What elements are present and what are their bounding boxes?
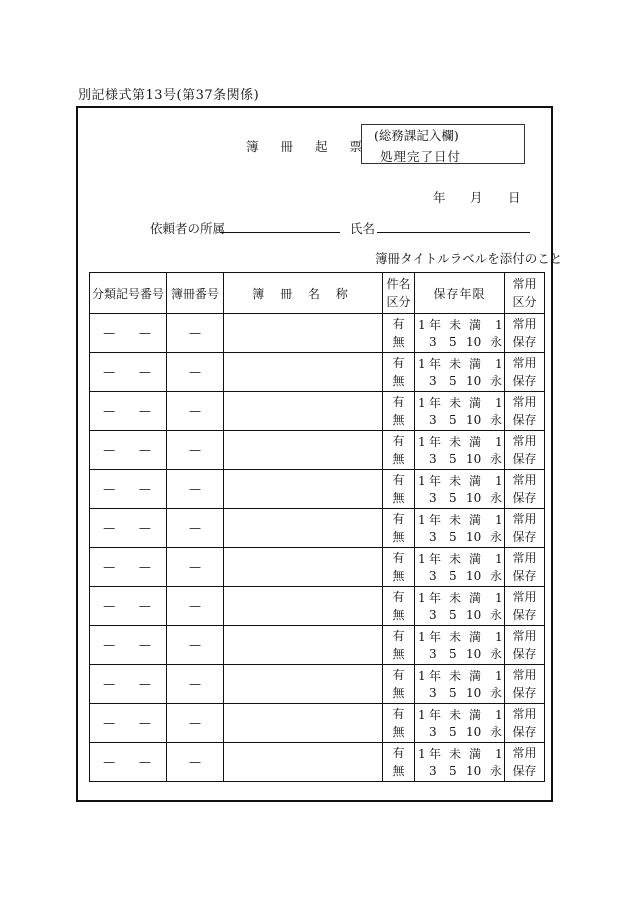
table-row [90, 587, 545, 626]
ledger-name-cell[interactable] [224, 665, 383, 704]
permanent-keep[interactable]: 保存 [512, 530, 537, 544]
requester-affiliation-label: 依頼者の所属 [150, 221, 226, 236]
term-1-year-num[interactable]: 1 [418, 591, 426, 605]
ledger-name-cell[interactable] [224, 470, 383, 509]
term-1b-num[interactable]: 1 [495, 552, 503, 566]
term-full-char: 満 [469, 435, 482, 449]
retention-period-cell[interactable] [415, 626, 505, 665]
item-division-cell[interactable] [383, 509, 415, 548]
term-permanent-char[interactable]: 永 [490, 608, 503, 622]
ledger-no-cell[interactable] [167, 665, 224, 704]
ledger-no-placeholder: — [189, 326, 201, 340]
term-10-num[interactable]: 10 [466, 608, 482, 622]
term-3-num[interactable]: 3 [429, 335, 437, 349]
term-year-char: 年 [429, 747, 442, 761]
item-division-no[interactable]: 無 [392, 452, 405, 466]
term-1b-num[interactable]: 1 [495, 474, 503, 488]
term-10-num[interactable]: 10 [466, 725, 482, 739]
header-permanent-division [505, 273, 545, 314]
term-3-num[interactable]: 3 [429, 764, 437, 778]
stamp-box-heading: (総務課記入欄) [374, 128, 459, 143]
ledger-no-cell[interactable] [167, 509, 224, 548]
permanent-keep[interactable]: 保存 [512, 647, 537, 661]
classification-no-cell[interactable] [90, 509, 167, 548]
term-1b-num[interactable]: 1 [495, 513, 503, 527]
term-year-char: 年 [429, 357, 442, 371]
item-division-cell[interactable] [383, 626, 415, 665]
term-5-num[interactable]: 5 [449, 764, 457, 778]
term-year-char: 年 [429, 552, 442, 566]
item-division-no[interactable]: 無 [392, 647, 405, 661]
term-1b-num[interactable]: 1 [495, 708, 503, 722]
permanent-regular[interactable]: 常用 [512, 707, 537, 721]
table-row [90, 665, 545, 704]
term-10-num[interactable]: 10 [466, 452, 482, 466]
ledger-no-placeholder: — [189, 365, 201, 379]
permanent-division-cell[interactable] [505, 548, 545, 587]
term-permanent-char[interactable]: 永 [490, 530, 503, 544]
item-division-yes[interactable]: 有 [392, 473, 405, 487]
item-division-no[interactable]: 無 [392, 725, 405, 739]
term-1b-num[interactable]: 1 [495, 318, 503, 332]
term-permanent-char[interactable]: 永 [490, 725, 503, 739]
term-permanent-char[interactable]: 永 [490, 764, 503, 778]
table-row [90, 509, 545, 548]
ledger-no-cell[interactable] [167, 392, 224, 431]
ledger-no-cell[interactable] [167, 548, 224, 587]
ledger-no-placeholder: — [189, 677, 201, 691]
term-under-char[interactable]: 未 [449, 630, 462, 644]
term-under-char[interactable]: 未 [449, 474, 462, 488]
permanent-regular[interactable]: 常用 [512, 629, 537, 643]
term-year-char: 年 [429, 708, 442, 722]
retention-period-cell[interactable] [415, 509, 505, 548]
term-10-num[interactable]: 10 [466, 491, 482, 505]
classification-no-placeholder: — — [103, 716, 161, 730]
classification-no-placeholder: — — [103, 482, 161, 496]
permanent-keep[interactable]: 保存 [512, 413, 537, 427]
table-row [90, 431, 545, 470]
ledger-table [89, 272, 545, 782]
header-ledger-name: 簿 冊 名 称 [224, 273, 383, 314]
term-full-char: 満 [469, 474, 482, 488]
permanent-regular[interactable]: 常用 [512, 473, 537, 487]
term-1-year-num[interactable]: 1 [418, 318, 426, 332]
item-division-yes[interactable]: 有 [392, 707, 405, 721]
item-division-yes[interactable]: 有 [392, 434, 405, 448]
ledger-no-cell[interactable] [167, 587, 224, 626]
attachment-note: 簿冊タイトルラベルを添付のこと [375, 251, 563, 266]
ledger-no-cell[interactable] [167, 704, 224, 743]
term-under-char[interactable]: 未 [449, 591, 462, 605]
term-under-char[interactable]: 未 [449, 747, 462, 761]
header-permanent-division-line2: 区分 [512, 295, 537, 309]
ledger-table-header [90, 273, 545, 314]
ledger-no-cell[interactable] [167, 353, 224, 392]
term-full-char: 満 [469, 747, 482, 761]
form-caption: 別記様式第13号(第37条関係) [78, 88, 260, 103]
term-10-num[interactable]: 10 [466, 764, 482, 778]
ledger-name-cell[interactable] [224, 353, 383, 392]
permanent-keep[interactable]: 保存 [512, 491, 537, 505]
term-year-char: 年 [429, 591, 442, 605]
ledger-no-cell[interactable] [167, 470, 224, 509]
permanent-division-cell[interactable] [505, 509, 545, 548]
classification-no-cell[interactable] [90, 314, 167, 353]
ledger-no-cell[interactable] [167, 314, 224, 353]
term-permanent-char[interactable]: 永 [490, 413, 503, 427]
permanent-regular[interactable]: 常用 [512, 668, 537, 682]
stamp-box-label: 処理完了日付 [380, 149, 462, 164]
term-3-num[interactable]: 3 [429, 413, 437, 427]
ledger-no-cell[interactable] [167, 743, 224, 782]
term-1b-num[interactable]: 1 [495, 435, 503, 449]
classification-no-cell[interactable] [90, 704, 167, 743]
classification-no-placeholder: — — [103, 326, 161, 340]
item-division-yes[interactable]: 有 [392, 512, 405, 526]
term-3-num[interactable]: 3 [429, 491, 437, 505]
ledger-no-placeholder: — [189, 560, 201, 574]
item-division-cell[interactable] [383, 353, 415, 392]
ledger-no-placeholder: — [189, 482, 201, 496]
ledger-name-cell[interactable] [224, 548, 383, 587]
term-full-char: 満 [469, 591, 482, 605]
ledger-name-cell[interactable] [224, 626, 383, 665]
term-1-year-num[interactable]: 1 [418, 747, 426, 761]
term-1-year-num[interactable]: 1 [418, 630, 426, 644]
term-permanent-char[interactable]: 永 [490, 686, 503, 700]
ledger-no-placeholder: — [189, 716, 201, 730]
header-retention-period: 保存年限 [415, 273, 505, 314]
term-1-year-num[interactable]: 1 [418, 708, 426, 722]
ledger-name-cell[interactable] [224, 509, 383, 548]
header-classification-no: 分類記号番号 [90, 273, 167, 314]
term-5-num[interactable]: 5 [449, 413, 457, 427]
permanent-keep[interactable]: 保存 [512, 608, 537, 622]
term-1-year-num[interactable]: 1 [418, 474, 426, 488]
permanent-keep[interactable]: 保存 [512, 725, 537, 739]
table-row [90, 470, 545, 509]
term-10-num[interactable]: 10 [466, 569, 482, 583]
term-1-year-num[interactable]: 1 [418, 396, 426, 410]
term-1-year-num[interactable]: 1 [418, 513, 426, 527]
classification-no-cell[interactable] [90, 353, 167, 392]
classification-no-placeholder: — — [103, 521, 161, 535]
retention-period-cell[interactable] [415, 431, 505, 470]
term-under-char[interactable]: 未 [449, 318, 462, 332]
term-under-char[interactable]: 未 [449, 552, 462, 566]
term-5-num[interactable]: 5 [449, 335, 457, 349]
term-full-char: 満 [469, 357, 482, 371]
classification-no-cell[interactable] [90, 626, 167, 665]
date-month-label: 月 [470, 190, 483, 205]
term-year-char: 年 [429, 318, 442, 332]
requester-name-field[interactable] [377, 232, 530, 233]
header-item-division-line2: 区分 [386, 295, 411, 309]
table-row [90, 392, 545, 431]
permanent-regular[interactable]: 常用 [512, 512, 537, 526]
term-under-char[interactable]: 未 [449, 396, 462, 410]
permanent-keep[interactable]: 保存 [512, 452, 537, 466]
classification-no-cell[interactable] [90, 587, 167, 626]
permanent-keep[interactable]: 保存 [512, 335, 537, 349]
classification-no-placeholder: — — [103, 443, 161, 457]
term-5-num[interactable]: 5 [449, 491, 457, 505]
header-permanent-division-line1: 常用 [512, 277, 537, 291]
item-division-cell[interactable] [383, 548, 415, 587]
classification-no-cell[interactable] [90, 548, 167, 587]
term-1b-num[interactable]: 1 [495, 396, 503, 410]
term-10-num[interactable]: 10 [466, 647, 482, 661]
ledger-no-placeholder: — [189, 638, 201, 652]
item-division-yes[interactable]: 有 [392, 746, 405, 760]
permanent-regular[interactable]: 常用 [512, 356, 537, 370]
ledger-no-placeholder: — [189, 521, 201, 535]
item-division-cell[interactable] [383, 470, 415, 509]
item-division-no[interactable]: 無 [392, 686, 405, 700]
retention-period-cell[interactable] [415, 743, 505, 782]
term-under-char[interactable]: 未 [449, 435, 462, 449]
ledger-name-cell[interactable] [224, 392, 383, 431]
item-division-no[interactable]: 無 [392, 413, 405, 427]
term-year-char: 年 [429, 396, 442, 410]
item-division-cell[interactable] [383, 665, 415, 704]
term-permanent-char[interactable]: 永 [490, 335, 503, 349]
term-3-num[interactable]: 3 [429, 374, 437, 388]
permanent-regular[interactable]: 常用 [512, 590, 537, 604]
permanent-division-cell[interactable] [505, 431, 545, 470]
term-3-num[interactable]: 3 [429, 686, 437, 700]
header-item-division-line1: 件名 [386, 277, 411, 291]
term-1b-num[interactable]: 1 [495, 630, 503, 644]
term-permanent-char[interactable]: 永 [490, 491, 503, 505]
permanent-regular[interactable]: 常用 [512, 434, 537, 448]
classification-no-placeholder: — — [103, 638, 161, 652]
ledger-no-cell[interactable] [167, 626, 224, 665]
item-division-yes[interactable]: 有 [392, 629, 405, 643]
permanent-regular[interactable]: 常用 [512, 746, 537, 760]
permanent-division-cell[interactable] [505, 704, 545, 743]
permanent-division-cell[interactable] [505, 314, 545, 353]
term-year-char: 年 [429, 474, 442, 488]
permanent-keep[interactable]: 保存 [512, 686, 537, 700]
date-day-label: 日 [508, 190, 521, 205]
ledger-name-cell[interactable] [224, 587, 383, 626]
retention-period-cell[interactable] [415, 353, 505, 392]
ledger-name-cell[interactable] [224, 704, 383, 743]
item-division-cell[interactable] [383, 392, 415, 431]
term-10-num[interactable]: 10 [466, 335, 482, 349]
term-under-char[interactable]: 未 [449, 708, 462, 722]
term-1b-num[interactable]: 1 [495, 747, 503, 761]
ledger-no-placeholder: — [189, 599, 201, 613]
term-10-num[interactable]: 10 [466, 374, 482, 388]
term-5-num[interactable]: 5 [449, 452, 457, 466]
permanent-regular[interactable]: 常用 [512, 317, 537, 331]
term-year-char: 年 [429, 630, 442, 644]
item-division-yes[interactable]: 有 [392, 551, 405, 565]
term-under-char[interactable]: 未 [449, 513, 462, 527]
permanent-regular[interactable]: 常用 [512, 551, 537, 565]
permanent-division-cell[interactable] [505, 743, 545, 782]
ledger-no-placeholder: — [189, 755, 201, 769]
permanent-keep[interactable]: 保存 [512, 374, 537, 388]
classification-no-cell[interactable] [90, 743, 167, 782]
ledger-no-placeholder: — [189, 404, 201, 418]
term-1b-num[interactable]: 1 [495, 357, 503, 371]
term-5-num[interactable]: 5 [449, 725, 457, 739]
term-1-year-num[interactable]: 1 [418, 357, 426, 371]
ledger-name-cell[interactable] [224, 431, 383, 470]
permanent-division-cell[interactable] [505, 353, 545, 392]
classification-no-cell[interactable] [90, 431, 167, 470]
item-division-yes[interactable]: 有 [392, 668, 405, 682]
term-full-char: 満 [469, 708, 482, 722]
requester-affiliation-field[interactable] [220, 232, 340, 233]
term-5-num[interactable]: 5 [449, 530, 457, 544]
table-row [90, 314, 545, 353]
term-3-num[interactable]: 3 [429, 569, 437, 583]
table-row [90, 743, 545, 782]
term-5-num[interactable]: 5 [449, 647, 457, 661]
classification-no-placeholder: — — [103, 599, 161, 613]
item-division-yes[interactable]: 有 [392, 317, 405, 331]
term-year-char: 年 [429, 513, 442, 527]
term-3-num[interactable]: 3 [429, 530, 437, 544]
item-division-cell[interactable] [383, 743, 415, 782]
term-full-char: 満 [469, 630, 482, 644]
permanent-division-cell[interactable] [505, 587, 545, 626]
classification-no-placeholder: — — [103, 365, 161, 379]
term-3-num[interactable]: 3 [429, 725, 437, 739]
permanent-division-cell[interactable] [505, 665, 545, 704]
term-full-char: 満 [469, 318, 482, 332]
form-title: 簿 冊 起 票 [246, 139, 371, 154]
term-10-num[interactable]: 10 [466, 686, 482, 700]
ledger-name-cell[interactable] [224, 743, 383, 782]
item-division-cell[interactable] [383, 587, 415, 626]
retention-period-cell[interactable] [415, 548, 505, 587]
term-permanent-char[interactable]: 永 [490, 647, 503, 661]
item-division-no[interactable]: 無 [392, 764, 405, 778]
term-full-char: 満 [469, 513, 482, 527]
header-item-division [383, 273, 415, 314]
permanent-keep[interactable]: 保存 [512, 569, 537, 583]
retention-period-cell[interactable] [415, 314, 505, 353]
term-3-num[interactable]: 3 [429, 608, 437, 622]
classification-no-placeholder: — — [103, 755, 161, 769]
item-division-yes[interactable]: 有 [392, 395, 405, 409]
term-10-num[interactable]: 10 [466, 413, 482, 427]
permanent-division-cell[interactable] [505, 626, 545, 665]
ledger-name-cell[interactable] [224, 314, 383, 353]
permanent-regular[interactable]: 常用 [512, 395, 537, 409]
permanent-division-cell[interactable] [505, 392, 545, 431]
classification-no-placeholder: — — [103, 677, 161, 691]
term-1b-num[interactable]: 1 [495, 669, 503, 683]
item-division-no[interactable]: 無 [392, 374, 405, 388]
item-division-cell[interactable] [383, 314, 415, 353]
classification-no-cell[interactable] [90, 665, 167, 704]
classification-no-placeholder: — — [103, 560, 161, 574]
classification-no-cell[interactable] [90, 470, 167, 509]
term-1-year-num[interactable]: 1 [418, 669, 426, 683]
permanent-keep[interactable]: 保存 [512, 764, 537, 778]
term-full-char: 満 [469, 552, 482, 566]
term-full-char: 満 [469, 669, 482, 683]
table-row [90, 353, 545, 392]
item-division-no[interactable]: 無 [392, 569, 405, 583]
term-1-year-num[interactable]: 1 [418, 552, 426, 566]
term-5-num[interactable]: 5 [449, 569, 457, 583]
item-division-no[interactable]: 無 [392, 530, 405, 544]
term-permanent-char[interactable]: 永 [490, 374, 503, 388]
ledger-no-cell[interactable] [167, 431, 224, 470]
item-division-cell[interactable] [383, 704, 415, 743]
permanent-division-cell[interactable] [505, 470, 545, 509]
classification-no-placeholder: — — [103, 404, 161, 418]
classification-no-cell[interactable] [90, 392, 167, 431]
term-10-num[interactable]: 10 [466, 530, 482, 544]
ledger-no-placeholder: — [189, 443, 201, 457]
term-under-char[interactable]: 未 [449, 669, 462, 683]
requester-name-label: 氏名 [350, 221, 376, 236]
term-1b-num[interactable]: 1 [495, 591, 503, 605]
item-division-no[interactable]: 無 [392, 608, 405, 622]
table-row [90, 704, 545, 743]
term-permanent-char[interactable]: 永 [490, 569, 503, 583]
term-full-char: 満 [469, 396, 482, 410]
item-division-yes[interactable]: 有 [392, 590, 405, 604]
term-3-num[interactable]: 3 [429, 647, 437, 661]
table-row [90, 548, 545, 587]
item-division-yes[interactable]: 有 [392, 356, 405, 370]
term-year-char: 年 [429, 435, 442, 449]
item-division-cell[interactable] [383, 431, 415, 470]
retention-period-cell[interactable] [415, 470, 505, 509]
term-permanent-char[interactable]: 永 [490, 452, 503, 466]
retention-period-cell[interactable] [415, 704, 505, 743]
retention-period-cell[interactable] [415, 392, 505, 431]
term-5-num[interactable]: 5 [449, 686, 457, 700]
term-under-char[interactable]: 未 [449, 357, 462, 371]
item-division-no[interactable]: 無 [392, 335, 405, 349]
term-5-num[interactable]: 5 [449, 374, 457, 388]
retention-period-cell[interactable] [415, 587, 505, 626]
term-1-year-num[interactable]: 1 [418, 435, 426, 449]
date-year-label: 年 [433, 190, 446, 205]
retention-period-cell[interactable] [415, 665, 505, 704]
header-ledger-no: 簿冊番号 [167, 273, 224, 314]
table-row [90, 626, 545, 665]
term-3-num[interactable]: 3 [429, 452, 437, 466]
term-5-num[interactable]: 5 [449, 608, 457, 622]
term-year-char: 年 [429, 669, 442, 683]
item-division-no[interactable]: 無 [392, 491, 405, 505]
